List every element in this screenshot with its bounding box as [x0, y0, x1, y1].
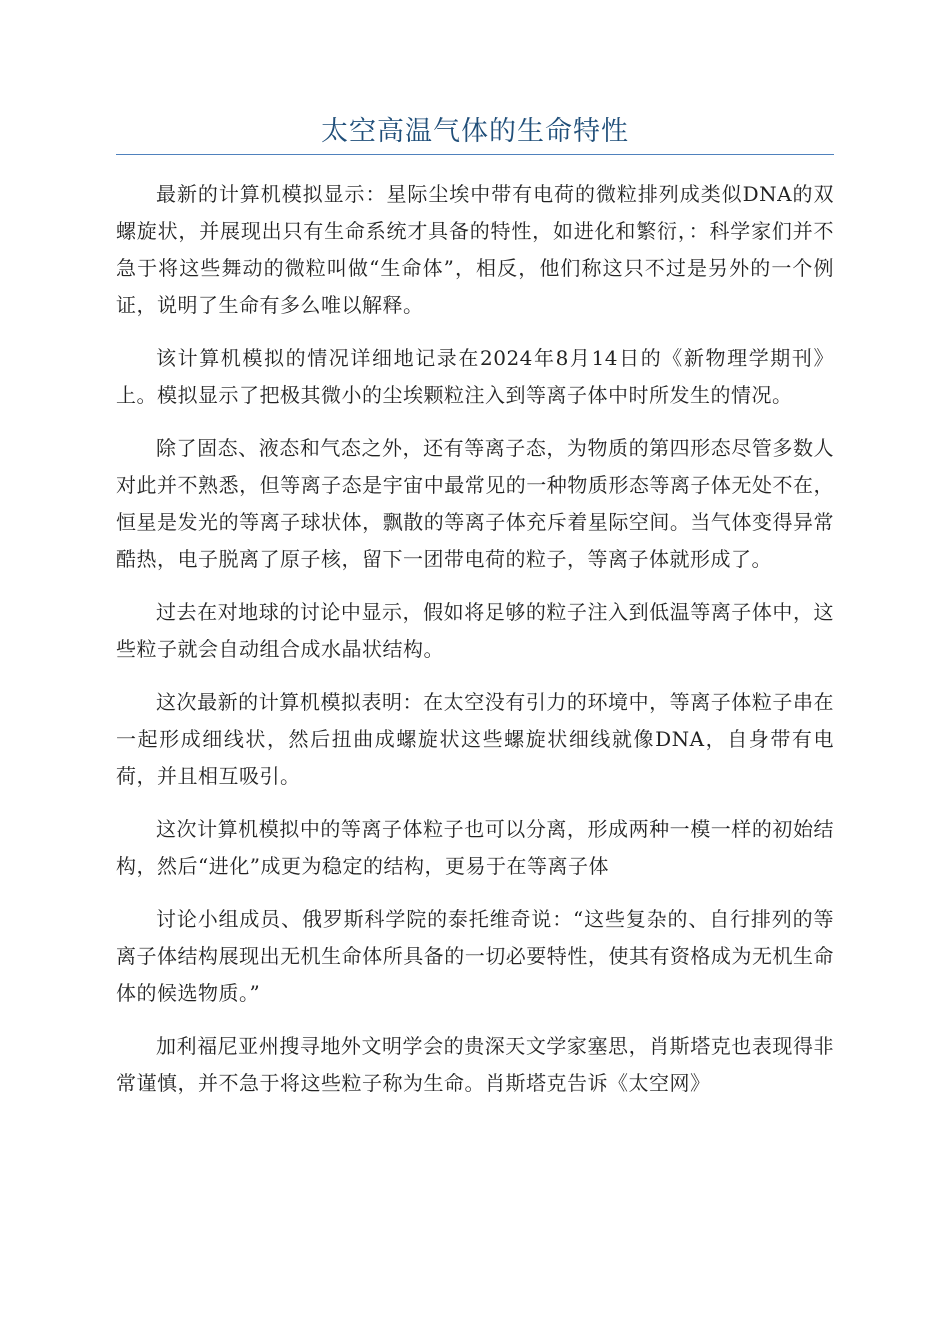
document-title: 太空高温气体的生命特性	[321, 116, 629, 147]
paragraph-7: 讨论小组成员、俄罗斯科学院的泰托维奇说：“这些复杂的、自行排列的等离子体结构展现出无机生命体所具备的一切必要特性，使其有资格成为无机生命体的候选物质。”	[116, 907, 834, 1005]
paragraph-5: 这次最新的计算机模拟表明：在太空没有引力的环境中，等离子体粒子串在一起形成细线状，然后扭曲成螺旋状这些螺旋状细线就像DNA，自身带有电荷，并且相互吸引。	[116, 690, 834, 788]
paragraph-6: 这次计算机模拟中的等离子体粒子也可以分离，形成两种一模一样的初始结构，然后“进化”成更为稳定的结构，更易于在等离子体	[116, 817, 834, 878]
paragraph-4: 过去在对地球的讨论中显示，假如将足够的粒子注入到低温等离子体中，这些粒子就会自动组合成水晶状结构。	[116, 600, 834, 661]
document-body	[116, 176, 834, 1118]
title-underline	[116, 154, 834, 155]
paragraph-2: 该计算机模拟的情况详细地记录在2024年8月14日的《新物理学期刊》上。模拟显示了把极其微小的尘埃颗粒注入到等离子体中时所发生的情况。	[116, 346, 834, 407]
paragraph-3: 除了固态、液态和气态之外，还有等离子态，为物质的第四形态尽管多数人对此并不熟悉，但等离子态是宇宙中最常见的一种物质形态等离子体无处不在，恒星是发光的等离子球状体，飘散的等离子体充斥着星际空间。当气体变得异常酷热，电子脱离了原子核，留下一团带电荷的粒子，等离子体就形成了。	[116, 436, 834, 571]
paragraph-1: 最新的计算机模拟显示：星际尘埃中带有电荷的微粒排列成类似DNA的双螺旋状，并展现出只有生命系统才具备的特性，如进化和繁衍，：科学家们并不急于将这些舞动的微粒叫做“生命体”，相反，他们称这只不过是另外的一个例证，说明了生命有多么唯以解释。	[116, 182, 834, 317]
paragraph-8: 加利福尼亚州搜寻地外文明学会的贵深天文学家塞思，肖斯塔克也表现得非常谨慎，并不急于将这些粒子称为生命。肖斯塔克告诉《太空网》	[116, 1034, 834, 1095]
